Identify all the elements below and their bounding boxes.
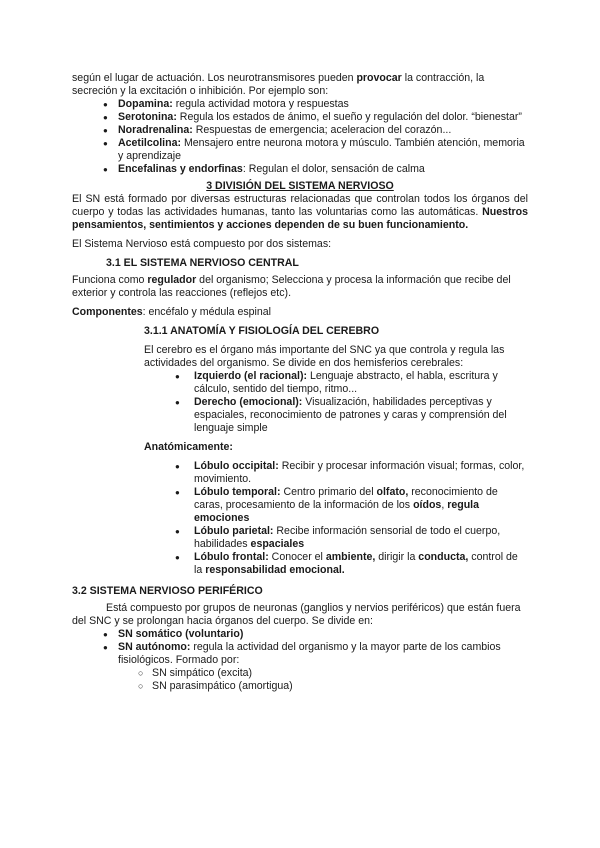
list-item — [178, 460, 528, 486]
intro-text: según el lugar de actuación. Los neurotransmisores pueden — [72, 72, 357, 84]
list-text: Visualización, habilidades perceptivas y espaciales, reconocimiento de patrones y caras y comprensión del lenguaje simple — [194, 396, 507, 434]
components-line — [72, 306, 528, 319]
list-item — [178, 525, 528, 551]
list-term: SN somático (voluntario) — [118, 628, 244, 640]
list-term: Izquierdo (el racional): — [194, 370, 308, 382]
anatomy-label: Anatómicamente: — [144, 441, 233, 453]
list-term: Serotonina: — [118, 111, 177, 123]
components-label: Componentes — [72, 306, 143, 318]
list-text: , — [441, 499, 448, 511]
list-term: Encefalinas y endorfinas — [118, 163, 243, 175]
cerebro-paragraph: El cerebro es el órgano más importante del SNC ya que controla y regula las actividades del organismo. Se divide en dos hemisferios cerebrales: — [144, 344, 505, 369]
list-text: Lenguaje abstracto, el habla, escritura y cálculo, sentido del tiempo, ritmo... — [194, 370, 498, 395]
list-term: SN autónomo: — [118, 641, 191, 653]
list-bold: oídos — [413, 499, 442, 511]
list-bold: olfato, — [376, 486, 409, 498]
section-heading-cerebro: 3.1.1 ANATOMÍA Y FISIOLOGÍA DEL CEREBRO — [144, 325, 380, 337]
list-term: Lóbulo frontal: — [194, 551, 269, 563]
list-bold: espaciales — [250, 538, 305, 550]
list-item — [106, 628, 528, 641]
intro-text-2: la contracción, la secreción y la excitación o inhibición. Por ejemplo son: — [72, 72, 485, 97]
neurotransmitter-list — [106, 98, 528, 176]
snc-bold: regulador — [147, 274, 197, 286]
intro-bold: provocar — [356, 72, 402, 84]
sublist-item: ○ SN simpático (excita) — [138, 667, 528, 680]
components-text: : encéfalo y médula espinal — [142, 306, 272, 318]
list-text: regula actividad motora y respuestas — [172, 98, 349, 110]
division-bold: Nuestros pensamientos, sentimientos y acciones dependen de su buen funcionamiento. — [72, 206, 528, 231]
list-term: Acetilcolina: — [118, 137, 181, 149]
list-item — [178, 486, 528, 525]
intro-paragraph — [72, 72, 528, 98]
section-heading-division: 3 DIVISIÓN DEL SISTEMA NERVIOSO — [206, 180, 394, 192]
section-heading-snp: 3.2 SISTEMA NERVIOSO PERIFÉRICO — [72, 585, 263, 597]
list-text: reconocimiento de caras, procesamiento de la información de los — [194, 486, 498, 511]
list-item — [178, 370, 528, 396]
list-item — [106, 111, 528, 124]
list-text: regula la actividad del organismo y la mayor parte de los cambios fisiológicos. Formado por: — [118, 641, 501, 666]
list-bold: regula emociones — [194, 499, 479, 524]
snc-text: Funciona como — [72, 274, 148, 286]
list-text: Conocer el — [268, 551, 326, 563]
list-text: Regula los estados de ánimo, el sueño y regulación del dolor. “bienestar” — [176, 111, 522, 123]
division-text: El SN está formado por diversas estructuras relacionadas que controlan todos los órganos del cuerpo y todas las actividades humanas, tanto las voluntarias como las automáticas. — [72, 193, 528, 218]
list-bold: ambiente, — [325, 551, 376, 563]
list-text: Centro primario del — [280, 486, 377, 498]
list-text: Mensajero entre neurona motora y músculo. También atención, memoria y aprendizaje — [118, 137, 525, 162]
list-term: Lóbulo temporal: — [194, 486, 281, 498]
list-text: control de la — [194, 551, 518, 576]
lobe-list — [178, 460, 528, 577]
list-term: Lóbulo parietal: — [194, 525, 274, 537]
hemisphere-list — [178, 370, 528, 435]
list-item — [106, 163, 528, 176]
snp-paragraph: Está compuesto por grupos de neuronas (ganglios y nervios periféricos) que están fuera del SNC y se prolongan hacia órganos del cuerpo. Se divide en: — [72, 602, 521, 627]
list-item — [106, 641, 528, 693]
list-text: : Regulan el dolor, sensación de calma — [242, 163, 425, 175]
snc-paragraph — [72, 274, 528, 300]
list-item — [178, 396, 528, 435]
division-paragraph — [72, 193, 528, 232]
list-term: Noradrenalina: — [118, 124, 193, 136]
list-item — [106, 124, 528, 137]
list-bold: responsabilidad emocional. — [205, 564, 345, 576]
division-paragraph-2: El Sistema Nervioso está compuesto por dos sistemas: — [72, 238, 332, 250]
document-page — [72, 72, 528, 693]
autonomic-sublist — [138, 667, 528, 693]
list-item — [178, 551, 528, 577]
list-term: Dopamina: — [118, 98, 173, 110]
list-item — [106, 137, 528, 163]
list-term: Lóbulo occipital: — [194, 460, 279, 472]
section-heading-snc: 3.1 EL SISTEMA NERVIOSO CENTRAL — [106, 257, 299, 269]
list-text: Recibir y procesar información visual; formas, color, movimiento. — [194, 460, 525, 485]
snp-list — [106, 628, 528, 693]
sublist-item: ○ SN parasimpático (amortigua) — [138, 680, 528, 693]
list-text: Recibe información sensorial de todo el cuerpo, habilidades — [194, 525, 501, 550]
list-text: Respuestas de emergencia; aceleracion del corazón... — [192, 124, 452, 136]
list-item — [106, 98, 528, 111]
list-bold: conducta, — [418, 551, 469, 563]
list-term: Derecho (emocional): — [194, 396, 303, 408]
snc-text-2: del organismo; Selecciona y procesa la información que recibe del exterior y controla las reacciones (reflejos etc). — [72, 274, 511, 299]
list-text: dirigir la — [375, 551, 419, 563]
